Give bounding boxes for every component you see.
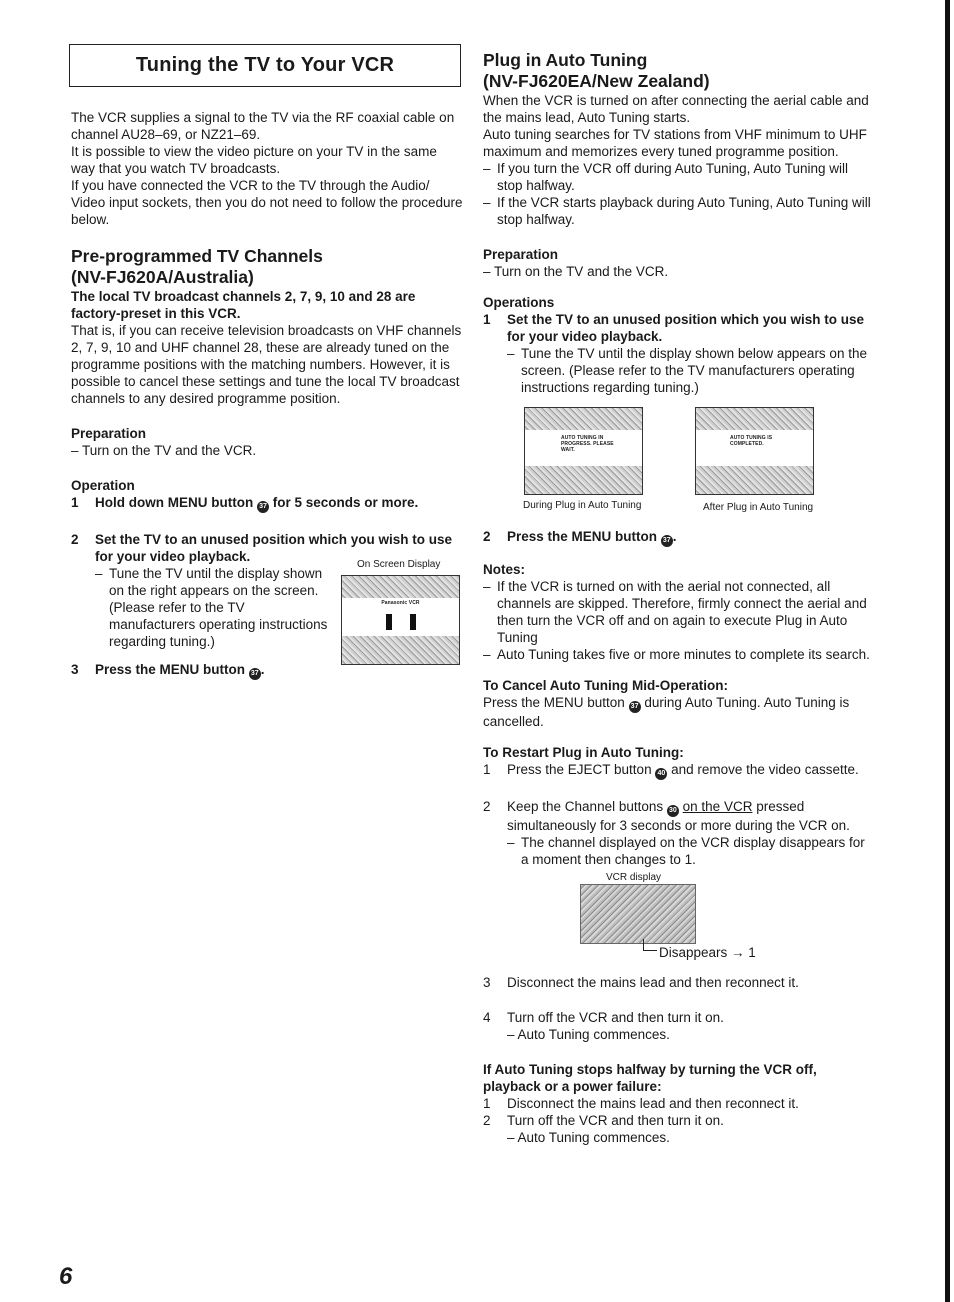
vcr-display-caption: VCR display — [606, 872, 662, 883]
page-title: Tuning the TV to Your VCR — [69, 44, 461, 87]
cancel-text: Press the MENU button 37 during Auto Tuning. Auto Tuning is cancelled. — [483, 695, 850, 729]
page-edge-rule — [945, 0, 950, 1302]
intro-paragraph-3: If you have connected the VCR to the TV through the Audio/ Video input sockets, then you do not need to follow the procedure below. — [71, 178, 463, 227]
preparation-text: – Turn on the TV and the VCR. — [71, 443, 257, 458]
section-heading-preprogrammed: Pre-programmed TV Channels — [71, 246, 323, 266]
osd-brand-text: Panasonic VCR — [381, 600, 420, 606]
operation-heading: Operation — [71, 478, 135, 493]
halfway-note-2: – If the VCR starts playback during Auto Tuning, Auto Tuning will stop halfway. — [483, 195, 871, 227]
screen-during-auto-tuning — [524, 407, 643, 495]
operations-heading: Operations — [483, 295, 555, 310]
preparation-heading: Preparation — [483, 247, 559, 262]
restart-step-1: 1 Press the EJECT button 40 and remove the video cassette. — [483, 761, 875, 780]
restart-heading: To Restart Plug in Auto Tuning: — [483, 745, 684, 760]
osd-caption: On Screen Display — [357, 559, 441, 570]
preparation-text: – Turn on the TV and the VCR. — [483, 264, 669, 279]
section-heading-model-au: (NV-FJ620A/Australia) — [71, 267, 254, 287]
auto-tuning-intro-1: When the VCR is turned on after connecting the aerial cable and the mains lead, Auto Tuning starts. — [483, 93, 869, 125]
operations-step-1-sub: – Tune the TV until the display shown below appears on the screen. (Please refer to the TV manufacturers operating instructions regarding tuning.) — [507, 346, 867, 395]
channel-button-ref-icon: 30 — [667, 805, 679, 817]
intro-paragraph-2: It is possible to view the video picture on your TV in the same way that you watch TV broadcasts. — [71, 144, 437, 176]
caption-during: During Plug in Auto Tuning — [523, 500, 642, 511]
tuning-screen-illustrations — [483, 396, 875, 514]
auto-tuning-intro-2: Auto tuning searches for TV stations from VHF minimum to UHF maximum and memorizes every tuned programme position. — [483, 127, 867, 159]
osd-bar-icon — [410, 614, 416, 630]
model-nz-heading: (NV-FJ620EA/New Zealand) — [483, 71, 710, 91]
menu-button-ref-icon: 37 — [629, 701, 641, 713]
restart-step-4: 4 Turn off the VCR and then turn it on. — [483, 1010, 724, 1025]
halfway-step-2: 2 Turn off the VCR and then turn it on. — [483, 1113, 724, 1128]
restart-step-4-sub: – Auto Tuning commences. — [507, 1027, 670, 1042]
step-2-sub-text: Tune the TV until the display shown on the right appears on the screen. (Please refer to the TV manufacturers operating instructions regarding tuning.) — [109, 566, 328, 649]
step-2-detail: – Tune the TV until the display shown on the right appears on the screen. (Please refer to the TV manufacturers operating instructions regarding tuning.) On Screen Display Panasonic VCR — [71, 565, 463, 661]
screen-during-text: AUTO TUNING IN PROGRESS. PLEASE WAIT. — [561, 435, 614, 453]
restart-step-2-sub: – The channel displayed on the VCR display disappears for a moment then changes to 1. — [507, 835, 865, 867]
restart-step-3: 3 Disconnect the mains lead and then reconnect it. — [483, 975, 799, 990]
note-item-2: – Auto Tuning takes five or more minutes to complete its search. — [483, 647, 870, 662]
caption-after: After Plug in Auto Tuning — [703, 502, 814, 513]
cancel-heading: To Cancel Auto Tuning Mid-Operation: — [483, 678, 728, 693]
vcr-display-illustration — [580, 884, 696, 944]
screen-after-auto-tuning — [695, 407, 814, 495]
menu-button-ref-icon: 37 — [249, 668, 261, 680]
preparation-heading: Preparation — [71, 426, 147, 441]
note-item-1: – If the VCR is turned on with the aerial not connected, all channels are skipped. Therefore, firmly connect the aerial and then turn the VCR off and on again to execute Plug in Auto Tuning — [483, 579, 867, 645]
halfway-note-1: – If you turn the VCR off during Auto Tuning, Auto Tuning will stop halfway. — [483, 161, 848, 193]
plug-in-auto-tuning-heading: Plug in Auto Tuning — [483, 50, 648, 70]
operation-step-3: 3 Press the MENU button 37 . — [71, 661, 463, 680]
osd-bar-icon — [386, 614, 392, 630]
operations-step-1: 1 Set the TV to an unused position which you wish to use for your video playback. — [483, 312, 865, 344]
menu-button-ref-icon: 37 — [257, 501, 269, 513]
disappears-label: Disappears → 1 — [659, 945, 756, 960]
halfway-stop-heading: If Auto Tuning stops halfway by turning the VCR off, playback or a power failure: — [483, 1062, 817, 1094]
operations-step-2: 2 Press the MENU button 37 . — [483, 528, 875, 547]
pointer-arrow — [643, 950, 657, 951]
on-screen-display-illustration — [341, 575, 460, 665]
page-number: 6 — [59, 1263, 73, 1290]
eject-button-ref-icon: 40 — [655, 768, 667, 780]
right-column — [483, 50, 875, 1146]
menu-button-ref-icon: 37 — [661, 535, 673, 547]
halfway-step-2-sub: – Auto Tuning commences. — [507, 1130, 670, 1145]
intro-paragraph-1: The VCR supplies a signal to the TV via the RF coaxial cable on channel AU28–69, or NZ21–69. — [71, 110, 455, 142]
operation-step-2: 2 Set the TV to an unused position which you wish to use for your video playback. — [71, 532, 453, 564]
operation-step-1: 1 Hold down MENU button 37 for 5 seconds or more. — [71, 494, 463, 513]
notes-heading: Notes: — [483, 562, 526, 577]
screen-after-text: AUTO TUNING IS COMPLETED. — [730, 435, 773, 447]
factory-preset-note: The local TV broadcast channels 2, 7, 9, 10 and 28 are factory-preset in this VCR. — [71, 289, 416, 321]
left-column — [71, 44, 463, 680]
restart-step-2: 2 Keep the Channel buttons 30 on the VCR pressed simultaneously for 3 seconds or more during the VCR on. — [483, 799, 850, 833]
halfway-step-1: 1 Disconnect the mains lead and then reconnect it. — [483, 1096, 799, 1111]
preset-explanation: That is, if you can receive television broadcasts on VHF channels 2, 7, 9, 10 and UHF channel 28, these are already tuned on the programme positions with the matching numbers. However, it is possible to cancel these settings and tune the local TV broadcast channels to any desired programme position. — [71, 323, 462, 406]
